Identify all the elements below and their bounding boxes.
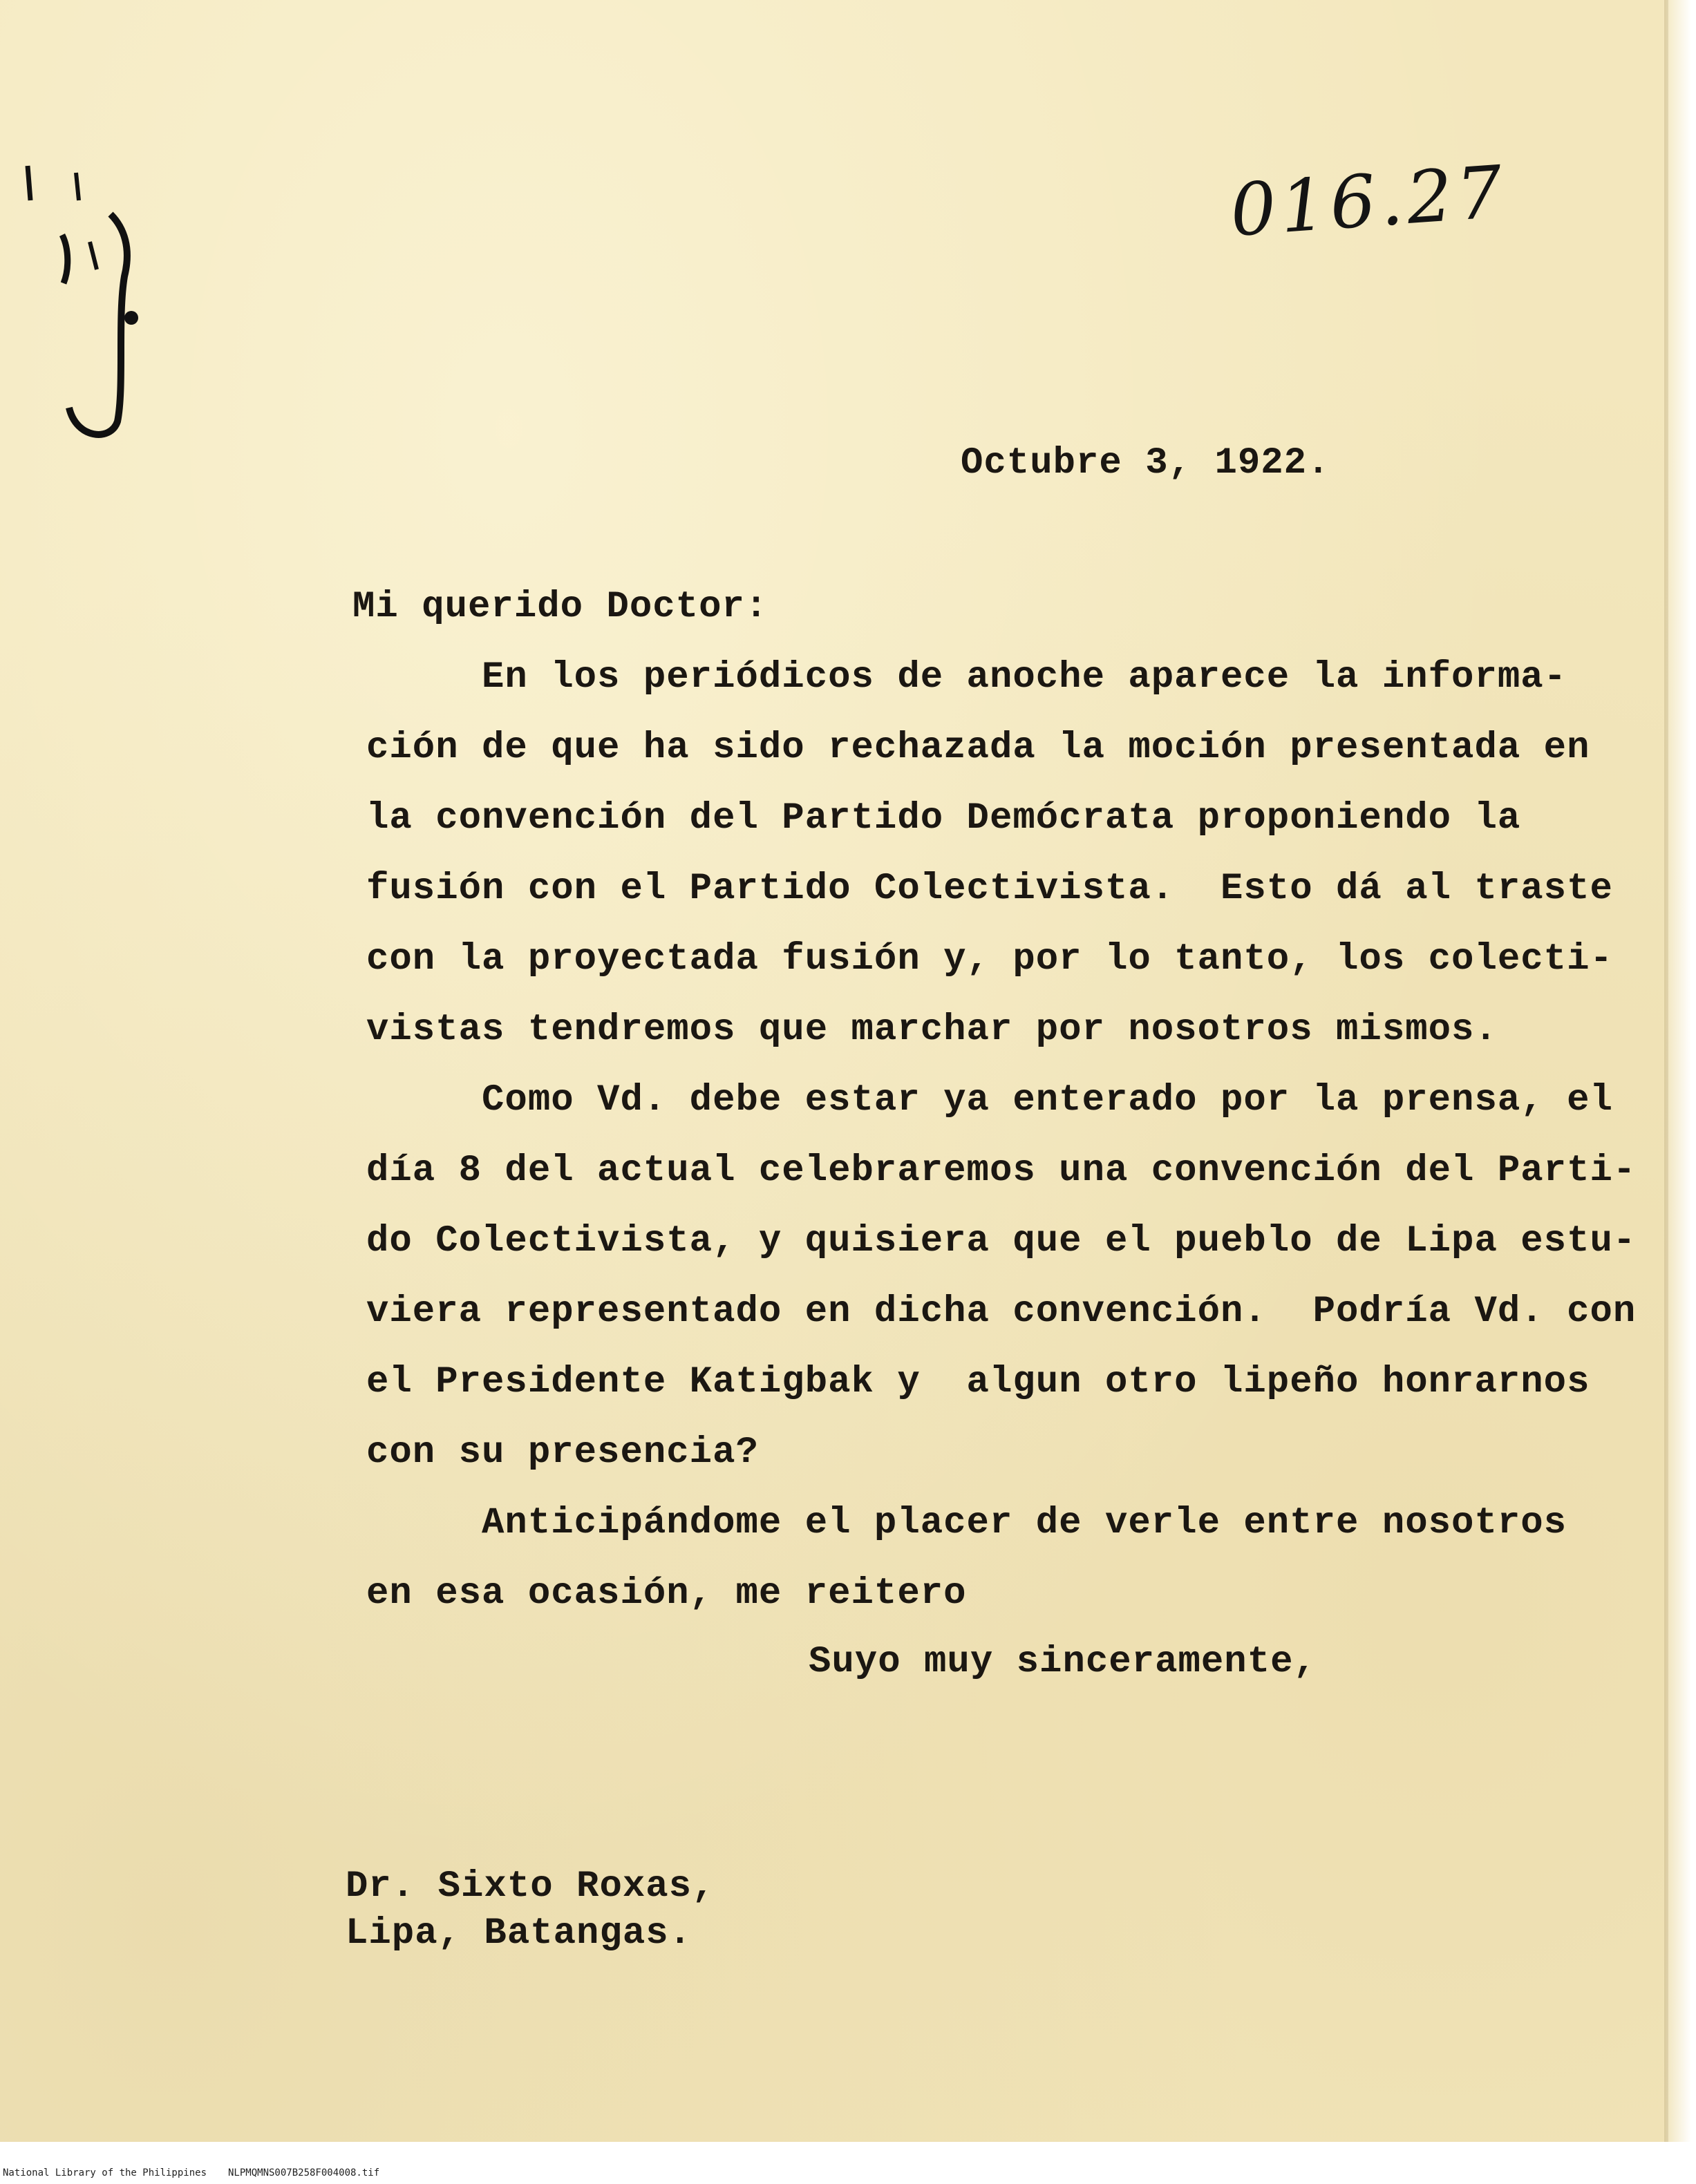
body-line: do Colectivista, y quisiera que el pueblo de Lipa estu- [366,1220,1637,1262]
closing: Suyo muy sinceramente, [809,1641,1317,1683]
body-line: con su presencia? [366,1432,759,1474]
body-line: Como Vd. debe estar ya enterado por la prensa, el [366,1079,1613,1121]
body-line: la convención del Partido Demócrata proponiendo la [366,797,1521,839]
body-line: el Presidente Katigbak y algun otro lipeño honrarnos [366,1361,1590,1403]
scan-footer [0,2161,1696,2184]
body-line: En los periódicos de anoche aparece la informa- [366,656,1567,699]
body-line: ción de que ha sido rechazada la moción presentada en [366,727,1590,769]
scan-filename: NLPMQMNS007B258F004008.tif [228,2167,380,2178]
addressee-place: Lipa, Batangas. [346,1912,692,1955]
body-line: fusión con el Partido Colectivista. Esto dá al traste [366,868,1613,910]
body-line: en esa ocasión, me reitero [366,1573,967,1615]
salutation: Mi querido Doctor: [352,586,769,628]
handwritten-annotation: 016.27 [1227,149,1509,253]
body-line: día 8 del actual celebraremos una convención del Parti- [366,1150,1637,1192]
body-line: vistas tendremos que marchar por nosotros mismos. [366,1009,1498,1051]
body-line: con la proyectada fusión y, por lo tanto, los colecti- [366,938,1613,980]
body-line: Anticipándome el placer de verle entre nosotros [366,1502,1567,1544]
library-credit: National Library of the Philippines [3,2167,207,2178]
addressee-name: Dr. Sixto Roxas, [346,1865,715,1908]
page-right-edge [1663,0,1696,2142]
margin-ink-mark [21,159,173,449]
letter-date: Octubre 3, 1922. [961,442,1330,484]
body-line: viera representado en dicha convención. Podría Vd. con [366,1291,1637,1333]
